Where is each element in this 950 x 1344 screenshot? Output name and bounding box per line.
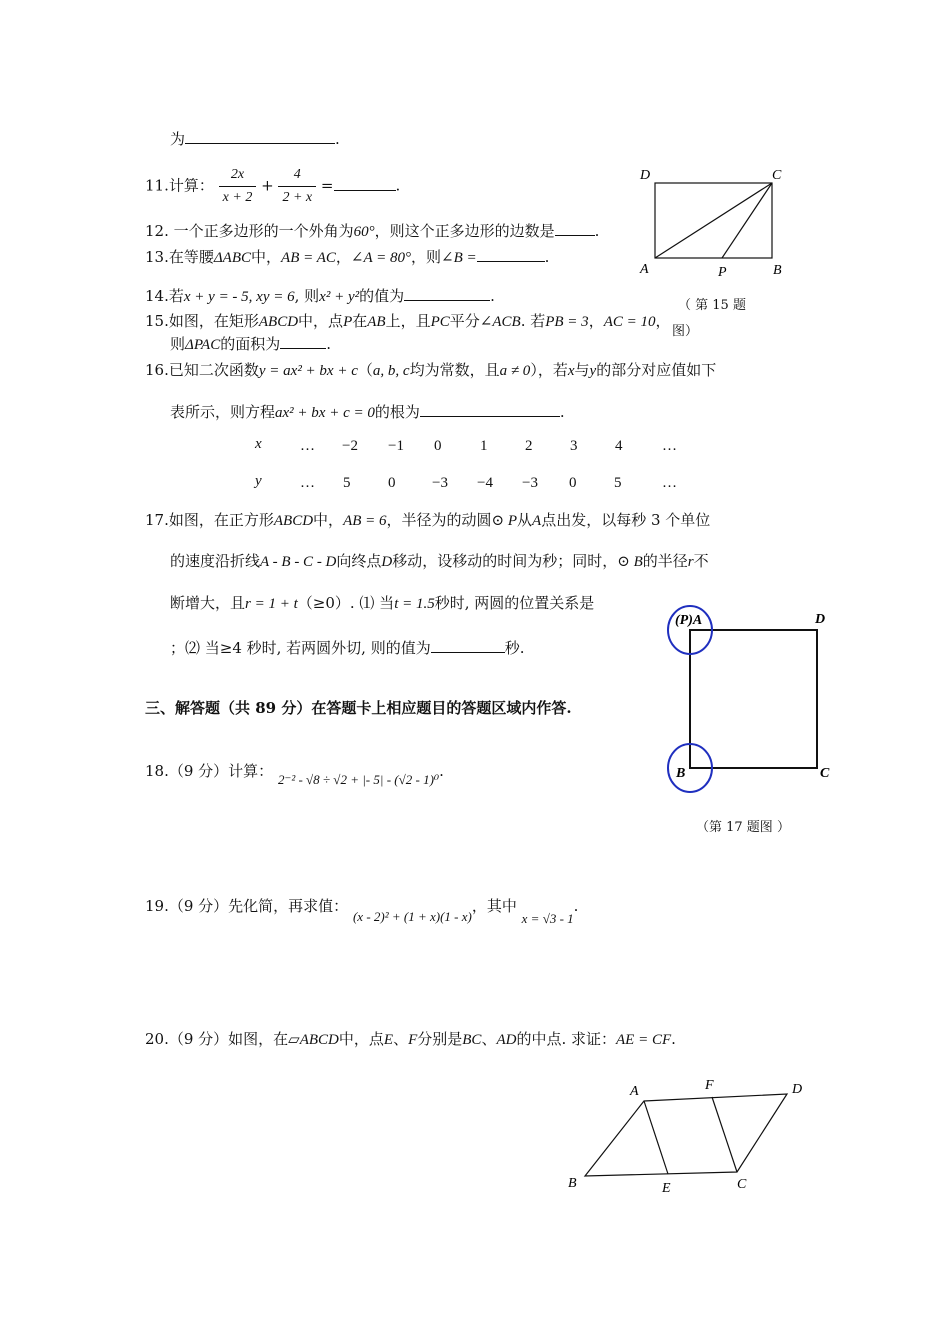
q15-line2a: 则 [170,335,186,353]
q17-l1c: ，半径为的动圆 [386,511,492,529]
q12-number: 12. [145,222,169,240]
q11-number: 11. [145,176,169,195]
q13-number: 13. [145,248,169,266]
q12 [145,220,599,241]
q16-text: 已知二次函数 [168,361,259,379]
q17-line1 [145,509,710,530]
q10-answer-blank[interactable] [185,129,335,144]
q11-f1-num: 2x [219,164,257,187]
q15-pb: PB = 3 [545,314,589,330]
section3-title: 三、解答题（共 89 分）在答题卡上相应题目的答题区域内作答. [145,699,572,717]
q16-answer-blank[interactable] [420,402,560,417]
q14-eq1: x + y = - 5, xy = 6 [183,289,295,305]
q20-sep: 、 [393,1030,409,1048]
table16-cell: −2 [342,438,358,454]
q15-pc: PC [430,314,450,330]
table16-cell: 5 [614,475,622,491]
figure-15 [630,160,800,290]
table16-cell: 1 [480,438,488,454]
q12-angle: 60° [353,224,375,240]
q20-ad: AD [496,1032,517,1048]
q15-t5: 平分 [449,312,480,330]
q16-t6: 的部分对应值如下 [596,361,717,379]
fig17-square [690,630,817,768]
q15-t3: 在 [352,312,368,330]
fig20-segment-ae [644,1101,668,1174]
q16-t2: （ [357,361,373,379]
q17-l2c: 移动，设移动的时间为秒；同时， [392,552,618,570]
q17-l1a: 如图，在正方形 [168,511,274,529]
q13-text2: 中， [251,248,282,266]
q13-sep: ， [335,248,351,266]
q15-number: 15. [145,312,169,330]
table16-x-label: x [255,436,262,452]
table16-cell: 2 [525,438,533,454]
q15-p: P [343,314,353,330]
q18-score: （9 分）计算： [168,762,274,780]
q19-xval: x = √3 - 1 [521,911,574,926]
table16-y-label: y [255,473,262,489]
q15-text: 如图，在矩形 [168,312,259,330]
fig17-label-pa: (P)A [675,613,703,628]
q13-text: 在等腰 [168,248,214,266]
q18-expr: 2⁻² - √8 ÷ √2 + |- 5| - (√2 - 1)⁰ [277,772,440,787]
fig15-label-b: B [773,263,782,278]
q13-answer-blank[interactable] [477,247,545,262]
table16-cell: −1 [388,438,404,454]
q17-a: A [532,513,542,529]
q14-number: 14. [145,287,169,305]
q15-line2 [170,333,331,354]
q13-suffix: . [544,248,550,266]
table16-cell: … [300,475,315,491]
q11-fraction-2 [278,164,316,209]
q17-line3 [170,592,594,613]
q15-line1 [145,310,671,331]
q19-suffix: . [573,897,579,915]
q13-eq3: ∠B = [441,250,477,266]
q17-number: 17. [145,511,169,529]
q12-suffix: . [594,222,600,240]
fig20-label-e: E [662,1181,671,1196]
q14-text2: , 则 [294,287,320,305]
q14-text3: 的值为 [359,287,405,305]
q17-l2e: 不 [693,552,709,570]
q12-text: 一个正多边形的一个外角为 [173,222,354,240]
q18-number: 18. [145,762,169,780]
figure-20 [560,1072,820,1202]
table16-cell: −3 [432,475,448,491]
q11-fraction-1 [219,164,257,209]
q17-line4 [170,637,525,658]
q20 [145,1028,676,1049]
q16-eqn: ax² + bx + c = 0 [275,405,375,421]
q14-answer-blank[interactable] [404,286,490,301]
q17-circle-b: ⊙ B [617,554,643,570]
fig17-label-c: C [820,766,830,781]
q17-square: ABCD [273,513,314,529]
fig20-segment-fc [712,1097,737,1172]
fig15-label-a: A [640,262,649,277]
figure-17 [660,605,840,805]
q11-suffix: . [395,176,401,195]
q15-angle: ∠ACB [479,314,521,330]
q20-t4: 的中点. 求证： [516,1030,616,1048]
q14 [145,285,495,306]
q15-suffix: . [326,335,332,353]
q20-sep2: 、 [481,1030,497,1048]
q11-f2-den: 2 + x [282,190,313,205]
table16-cell: 0 [434,438,442,454]
q17-teq: t = 1.5 [394,596,435,612]
q19-score: （9 分）先化简，再求值： [168,897,349,915]
q14-suffix: . [490,287,495,305]
q17-l2d: 的半径 [642,552,688,570]
q19-expr: (x - 2)² + (1 + x)(1 - x) [352,909,472,924]
q20-suffix: . [671,1030,676,1048]
q17-d: D [381,554,393,570]
q15-t7: ， [588,312,604,330]
q14-text: 若 [168,287,184,305]
fig15-label-p: P [718,265,727,280]
q13-triangle: ΔABC [213,250,252,266]
q17-l3a: 断增大，且 [170,594,246,612]
q20-number: 20. [145,1030,169,1048]
q11 [145,164,400,209]
q11-f2-num: 4 [278,164,316,187]
fig15-segment-pc [722,183,772,258]
q19-number: 19. [145,897,169,915]
q17-l3b: （≥0）. ⑴ 当 [297,594,395,612]
q16-t3: 均为常数，且 [409,361,500,379]
fig17-caption: （第 17 题图 ） [696,820,790,835]
q15-pac: ΔPAC [185,337,221,353]
q17-path: A - B - C - D [260,554,337,570]
fig17-label-d: D [815,612,826,627]
q15-answer-blank[interactable] [280,334,326,349]
q15-ac: AC = 10 [603,314,656,330]
q16-abc: a, b, c [372,363,410,379]
q15-line2b: 的面积为 [220,335,281,353]
q17-ab: AB = 6 [343,513,387,529]
q15-t8: ， [655,312,671,330]
q16-number: 16. [145,361,169,379]
q10-prefix: 为 [170,130,186,148]
q20-f: F [408,1032,418,1048]
q16-line1 [145,359,716,380]
q16-line2 [170,401,565,422]
q11-label: 计算： [168,176,214,195]
q11-answer-blank[interactable] [334,176,396,191]
q17-answer-blank[interactable] [431,638,505,653]
q11-equals: = [320,176,334,195]
q16-cond: a ≠ 0 [499,363,531,379]
q17-r: r [687,554,694,570]
fig15-caption-a: （ 第 15 题 [678,298,746,313]
q10-tail [170,128,340,149]
q15-t2: 中，点 [298,312,344,330]
q17-l1d: 从 [517,511,533,529]
q17-circle-p: ⊙ P [491,513,518,529]
q20-eq: AE = CF [616,1032,672,1048]
q20-parallelogram: ▱ABCD [288,1032,339,1048]
q16-t5: 与 [574,361,590,379]
q17-l4b: 秒. [504,639,525,657]
q19-t2: ，其中 [471,897,517,915]
q16-func: y = ax² + bx + c [258,363,358,379]
q15-ab: AB [367,314,386,330]
table16-cell: 3 [570,438,578,454]
q17-l2b: 向终点 [336,552,382,570]
q19 [145,895,579,926]
fig15-diagonal-ac [655,183,772,258]
q14-expr: x² + y² [319,289,360,305]
fig15-label-c: C [772,168,782,183]
q11-plus: + [261,176,274,195]
q16-line2b: 的根为 [374,403,420,421]
q15-rect: ABCD [258,314,299,330]
fig20-label-c: C [737,1177,747,1192]
q18 [145,760,444,787]
fig20-label-b: B [568,1176,577,1191]
q11-f1-den: x + 2 [222,190,253,205]
q13-eq2: ∠A = 80° [350,250,411,266]
fig17-label-b: B [676,766,686,781]
table16-cell: 0 [388,475,396,491]
q17-l2a: 的速度沿折线 [170,552,261,570]
fig20-label-a: A [630,1084,639,1099]
q16-line2: 表所示，则方程 [170,403,276,421]
q13-text3: ，则 [410,248,441,266]
q17-line2 [170,550,709,571]
q20-e: E [383,1032,394,1048]
q13 [145,246,549,267]
fig20-label-f: F [705,1078,714,1093]
q20-score: （9 分）如图，在 [168,1030,289,1048]
fig20-label-d: D [792,1082,803,1097]
table16-cell: … [662,475,677,491]
q20-t2: 中，点 [338,1030,384,1048]
q16-x: x [567,363,575,379]
q16-t4: ），若 [530,361,568,379]
q17-req: r = 1 + t [245,596,298,612]
q15-t4: 上，且 [385,312,431,330]
fig20-parallelogram [585,1094,787,1176]
q20-t3: 分别是 [417,1030,463,1048]
q18-suffix: . [439,762,444,780]
table16-cell: 5 [343,475,351,491]
q16-y: y [589,363,597,379]
table16-cell: … [300,438,315,454]
q15-t6: . 若 [520,312,546,330]
q16-suffix: . [559,403,565,421]
q12-text2: ，则这个正多边形的边数是 [374,222,555,240]
q17-l1e: 点出发，以每秒 3 个单位 [541,511,711,529]
table16-cell: −3 [522,475,538,491]
table16-cell: 0 [569,475,577,491]
q12-answer-blank[interactable] [555,221,595,236]
q17-l1b: 中， [313,511,344,529]
q17-l4a: ；⑵ 当≥4 秒时, 若两圆外切, 则的值为 [170,639,431,657]
q20-bc: BC [462,1032,482,1048]
table16-cell: −4 [477,475,493,491]
fig15-caption-b: 图） [672,324,699,339]
table16-cell: 4 [615,438,623,454]
fig15-label-d: D [640,168,651,183]
q17-l3c: 秒时, 两圆的位置关系是 [434,594,595,612]
table16-cell: … [662,438,677,454]
q10-suffix: . [335,130,340,148]
q13-eq1: AB = AC [281,250,336,266]
